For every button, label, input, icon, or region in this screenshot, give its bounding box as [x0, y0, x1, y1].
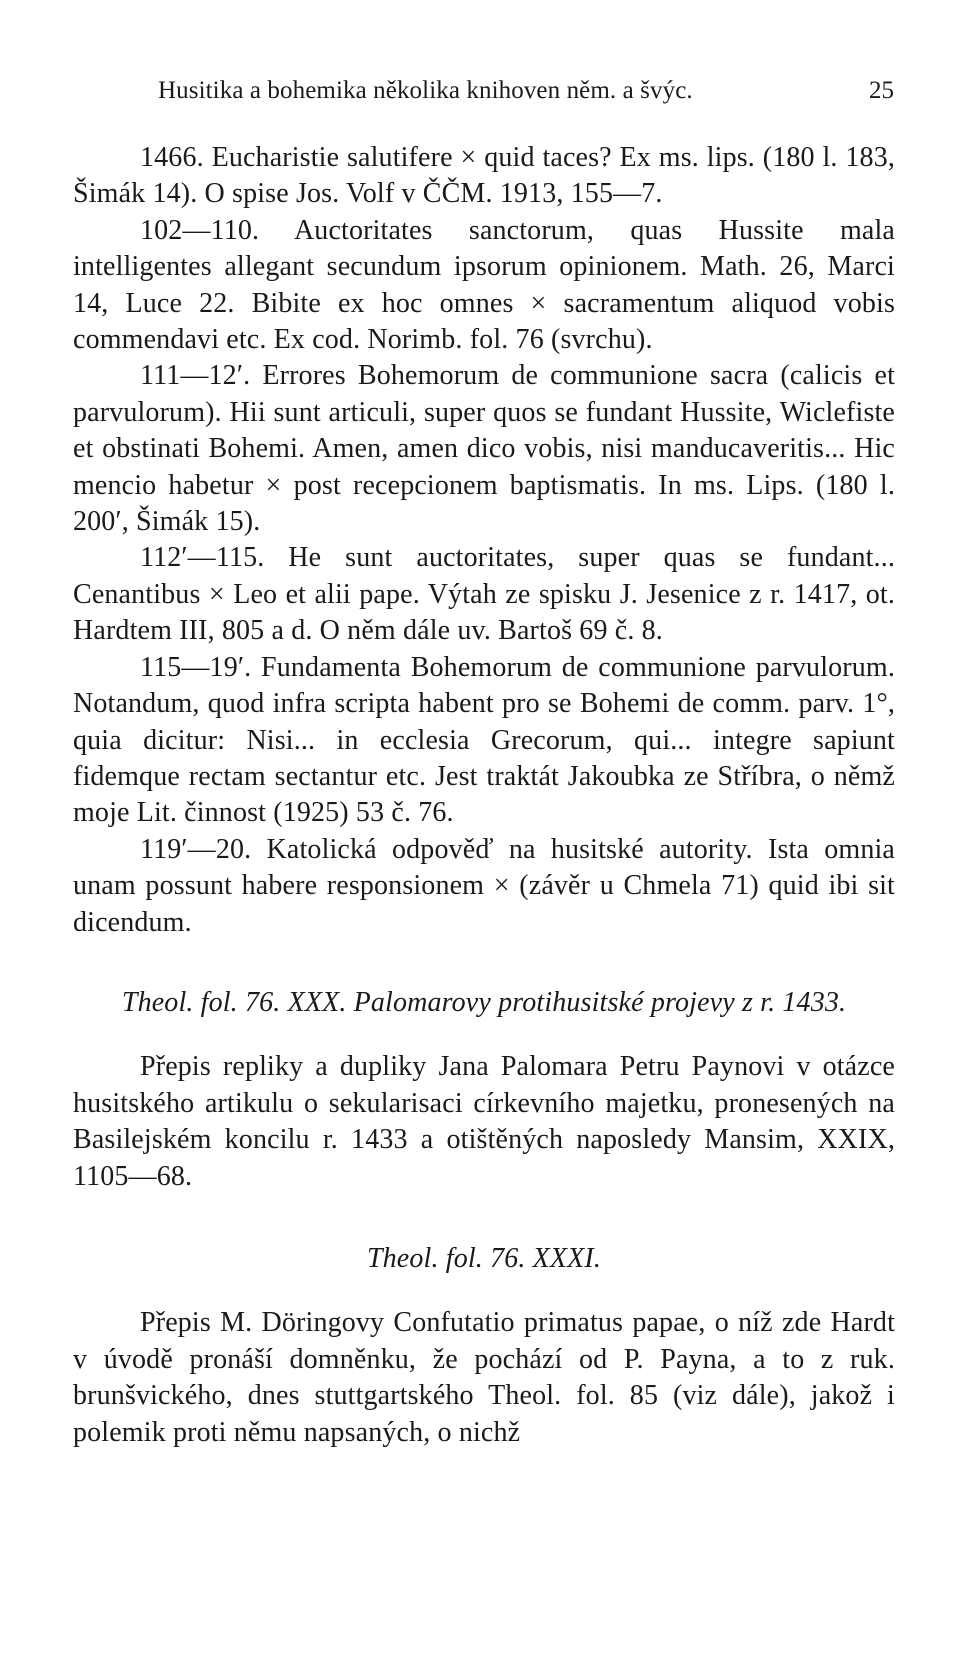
- running-title: Husitika a bohemika několika knihoven něm. a švýc.: [158, 77, 693, 104]
- paragraph-entry-1466: 1466. Eucharistie salutifere × quid taces? Ex ms. lips. (180 l. 183, Šimák 14). O spise Jos. Volf v ČČM. 1913, 155—7.: [73, 142, 895, 210]
- paragraph-entry-102-110: 102—110. Auctoritates sanctorum, quas Hussite mala intelligentes allegant secundum ipsorum opinionem. Math. 26, Marci 14, Luce 22. Bibite ex hoc omnes × sacramentum aliquod vobis commendavi etc. Ex cod. Norimb. fol. 76 (svrchu).: [73, 214, 895, 356]
- paragraph-entry-111-12: 111—12′. Errores Bohemorum de communione sacra (calicis et parvulorum). Hii sunt articuli, super quos se fundant Hussite, Wiclefiste et obstinati Bohemi. Amen, amen dico vobis, nisi manducaveritis... Hic mencio habetur × post recepcionem baptismatis. In ms. Lips. (180 l. 200′, Šimák 15).: [73, 360, 895, 538]
- paragraph-entry-115-19: 115—19′. Fundamenta Bohemorum de communione parvulorum. Notandum, quod infra scripta habent pro se Bohemi de comm. parv. 1°, quia dicitur: Nisi... in ecclesia Grecorum, qui... integre sapiunt fidemque rectam sectantur etc. Jest traktát Jakoubka ze Stříbra, o němž moje Lit. činnost (1925) 53 č. 76.: [73, 651, 895, 829]
- section-heading-xxx: Theol. fol. 76. XXX. Palomarovy protihusitské projevy z r. 1433.: [121, 986, 847, 1018]
- body-text: [73, 140, 895, 1451]
- page-number: 25: [869, 77, 894, 104]
- paragraph-entry-112-115: 112′—115. He sunt auctoritates, super quas se fundant... Cenantibus × Leo et alii pape. Výtah ze spisku J. Jesenice z r. 1417, ot. Hardtem III, 805 a d. O něm dále uv. Bartoš 69 č. 8.: [73, 542, 895, 647]
- paragraph-doring: Přepis M. Döringovy Confutatio primatus papae, o níž zde Hardt v úvodě pronáší domněnku, že pochází od P. Payna, a to z ruk. brunšvického, dnes stuttgartského Theol. fol. 85 (viz dále), jakož i polemik proti němu napsaných, o nichž: [73, 1307, 895, 1448]
- paragraph-palomar: Přepis repliky a dupliky Jana Palomara Petru Paynovi v otázce husitského artikulu o sekularisaci církevního majetku, pronesených na Basilejském koncilu r. 1433 a otištěných naposledy Mansim, XXIX, 1105—68.: [73, 1051, 895, 1192]
- section-heading-xxxi: Theol. fol. 76. XXXI.: [366, 1242, 602, 1274]
- paragraph-entry-119-20: 119′—20. Katolická odpověď na husitské autority. Ista omnia unam possunt habere responsionem × (závěr u Chmela 71) quid ibi sit dicendum.: [73, 833, 895, 938]
